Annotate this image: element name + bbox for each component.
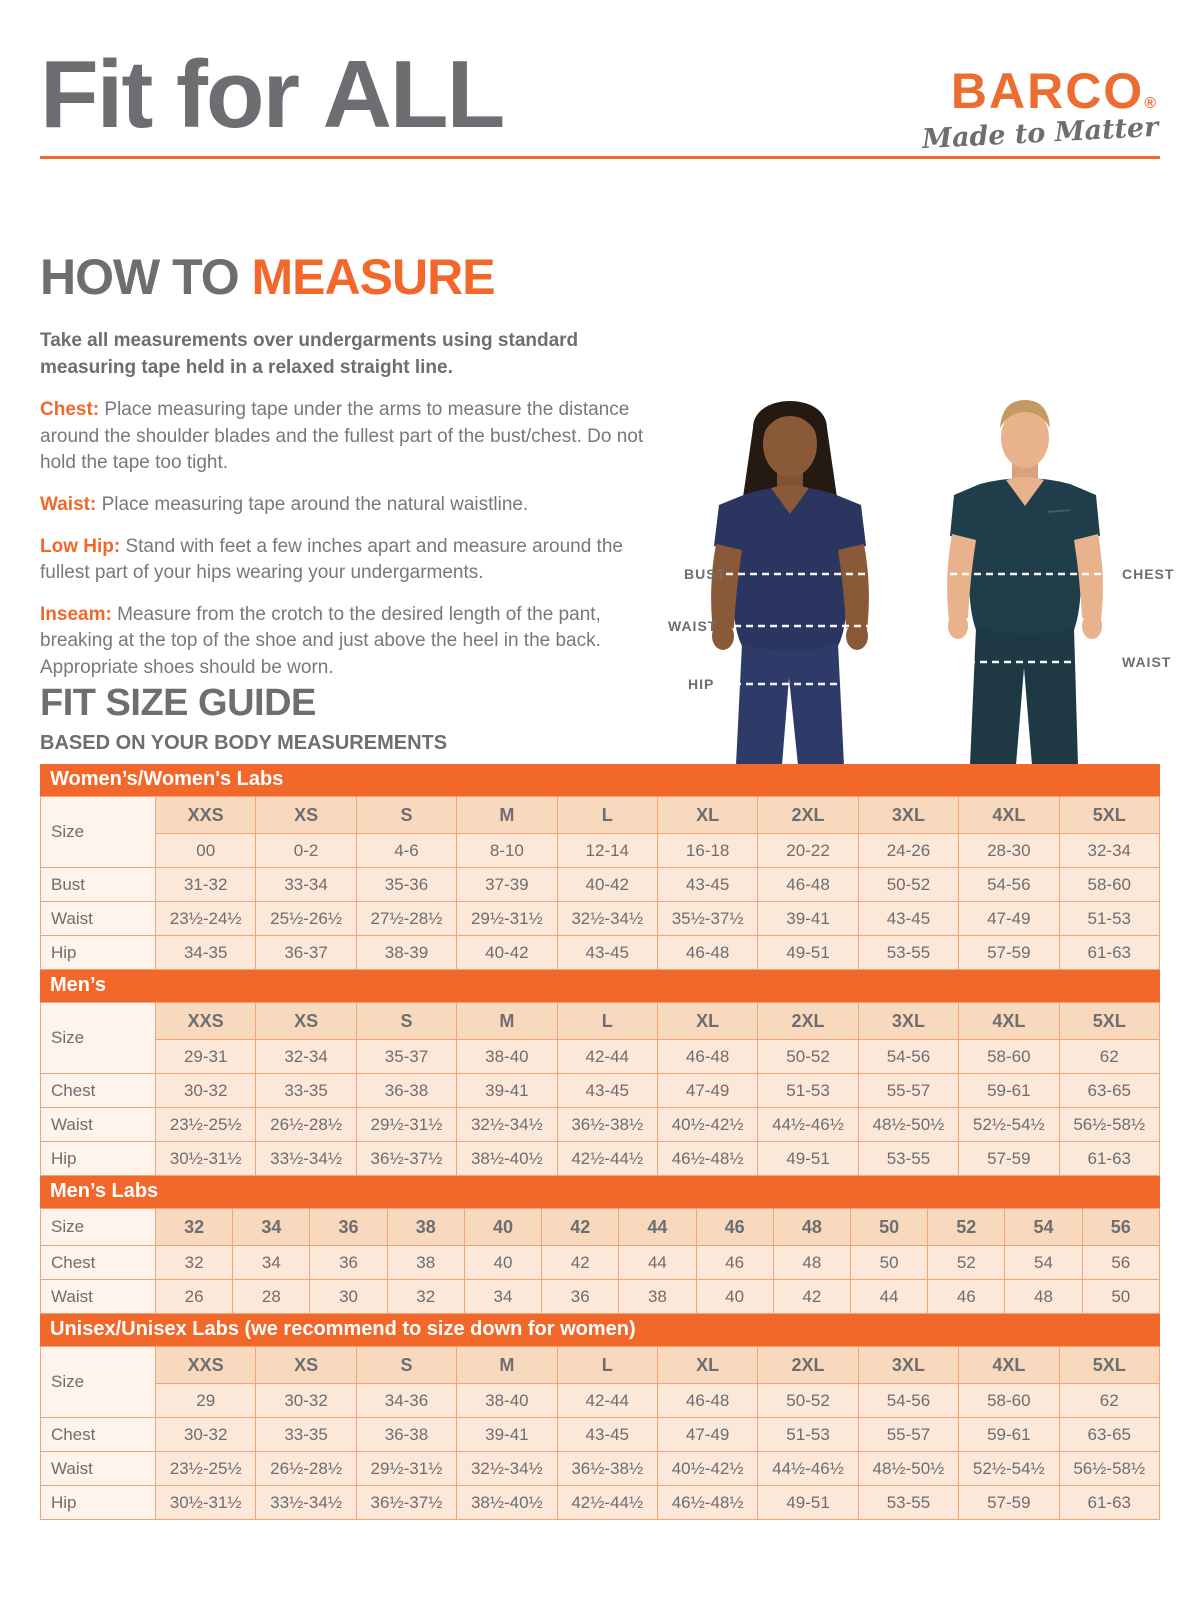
- table-cell: 40½-42½: [657, 1452, 757, 1486]
- table-cell: 50-52: [858, 868, 958, 902]
- table-cell: 52½-54½: [959, 1108, 1059, 1142]
- table-cell: 54: [1005, 1246, 1082, 1280]
- table-cell: 57-59: [959, 1142, 1059, 1176]
- table-cell: 44: [619, 1246, 696, 1280]
- table-cell: 38-40: [457, 1040, 557, 1074]
- measure-items: [40, 397, 652, 681]
- row-label-cell: Chest: [41, 1246, 156, 1280]
- size-label-cell: Size: [41, 797, 156, 868]
- table-cell: 46-48: [657, 1384, 757, 1418]
- table-cell: 12-14: [557, 834, 657, 868]
- row-label-cell: Hip: [41, 1142, 156, 1176]
- table-cell: 35½-37½: [657, 902, 757, 936]
- table-cell: 37-39: [457, 868, 557, 902]
- size-header-cell: 48: [773, 1209, 850, 1246]
- measure-item-label: Chest:: [40, 399, 100, 421]
- size-header-cell: M: [457, 1347, 557, 1384]
- table-cell: 34: [464, 1280, 541, 1314]
- size-header-cell: S: [356, 1347, 456, 1384]
- table-cell: 4-6: [356, 834, 456, 868]
- bust-label: BUST: [684, 566, 727, 582]
- table-cell: 32½-34½: [557, 902, 657, 936]
- row-label-cell: Hip: [41, 936, 156, 970]
- table-cell: 42: [542, 1246, 619, 1280]
- table-cell: 55-57: [858, 1418, 958, 1452]
- table-cell: 28-30: [959, 834, 1059, 868]
- page-title-bold: ALL: [322, 41, 504, 148]
- measure-item: Waist: Place measuring tape around the natural waistline.: [40, 493, 529, 515]
- table-cell: 62: [1059, 1384, 1159, 1418]
- table-cell: 39-41: [457, 1074, 557, 1108]
- size-tables: [40, 764, 1160, 1520]
- size-header-cell: XS: [256, 797, 356, 834]
- size-header-cell: 2XL: [758, 797, 858, 834]
- table-cell: 32½-34½: [457, 1108, 557, 1142]
- table-cell: 43-45: [557, 1074, 657, 1108]
- table-cell: 56½-58½: [1059, 1452, 1159, 1486]
- table-cell: 38: [387, 1246, 464, 1280]
- table-cell: 53-55: [858, 1486, 958, 1520]
- table-cell: 58-60: [959, 1384, 1059, 1418]
- table-cell: 50: [850, 1246, 927, 1280]
- size-range-row: [41, 1384, 1160, 1418]
- size-header-cell: 5XL: [1059, 1003, 1159, 1040]
- table-cell: 33-34: [256, 868, 356, 902]
- size-header-cell: 4XL: [959, 1003, 1059, 1040]
- header-divider: [40, 156, 1160, 159]
- size-header-cell: 54: [1005, 1209, 1082, 1246]
- size-label-cell: Size: [41, 1347, 156, 1418]
- barco-logo-tagline: Made to Matter: [920, 111, 1159, 156]
- table-cell: 43-45: [557, 936, 657, 970]
- waist-left-label: WAIST: [668, 618, 718, 634]
- size-header-cell: S: [356, 797, 456, 834]
- table-cell: 48: [1005, 1280, 1082, 1314]
- table-cell: 32: [387, 1280, 464, 1314]
- table-band-title: Women’s/Women's Labs: [40, 764, 1160, 796]
- table-cell: 23½-24½: [156, 902, 256, 936]
- waist-right-label: WAIST: [1122, 654, 1172, 670]
- table-cell: 38-40: [457, 1384, 557, 1418]
- how-to-measure-section: [40, 248, 652, 697]
- table-cell: 50-52: [758, 1384, 858, 1418]
- table-cell: 55-57: [858, 1074, 958, 1108]
- table-cell: 42½-44½: [557, 1486, 657, 1520]
- size-header-cell: XL: [657, 1347, 757, 1384]
- size-label-cell: Size: [41, 1003, 156, 1074]
- barco-logo: [920, 63, 1159, 156]
- table-cell: 32-34: [1059, 834, 1159, 868]
- measure-item-label: Inseam:: [40, 603, 112, 625]
- table-cell: 30: [310, 1280, 387, 1314]
- size-header-cell: 44: [619, 1209, 696, 1246]
- row-label-cell: Waist: [41, 1452, 156, 1486]
- page-title: [40, 42, 503, 148]
- measure-item: Chest: Place measuring tape under the arms to measure the distance around the shoulder blades and the fullest part of the bust/chest. Do not hold the tape too tight.: [40, 399, 644, 474]
- table-cell: 29: [156, 1384, 256, 1418]
- size-table-1: [40, 970, 1160, 1176]
- table-header-row: [41, 797, 1160, 834]
- size-header-cell: XXS: [156, 1003, 256, 1040]
- table-cell: 54-56: [858, 1384, 958, 1418]
- table-cell: 54-56: [858, 1040, 958, 1074]
- table-cell: 61-63: [1059, 1486, 1159, 1520]
- row-label-cell: Bust: [41, 868, 156, 902]
- table-cell: 33-35: [256, 1074, 356, 1108]
- size-header-cell: L: [557, 1347, 657, 1384]
- table-cell: 63-65: [1059, 1418, 1159, 1452]
- fit-size-guide-subtitle: BASED ON YOUR BODY MEASUREMENTS: [40, 732, 448, 754]
- size-header-cell: XXS: [156, 1347, 256, 1384]
- table-cell: 42-44: [557, 1040, 657, 1074]
- size-range-row: [41, 834, 1160, 868]
- size-header-cell: 4XL: [959, 797, 1059, 834]
- table-cell: 52: [928, 1246, 1005, 1280]
- table-cell: 26: [156, 1280, 233, 1314]
- table-cell: 46½-48½: [657, 1486, 757, 1520]
- table-cell: 24-26: [858, 834, 958, 868]
- table-cell: 29½-31½: [356, 1452, 456, 1486]
- table-cell: 44: [850, 1280, 927, 1314]
- table-cell: 49-51: [758, 936, 858, 970]
- how-to-measure-title: [40, 248, 652, 306]
- size-header-cell: XS: [256, 1003, 356, 1040]
- row-label-cell: Hip: [41, 1486, 156, 1520]
- page-title-regular: Fit for: [40, 41, 323, 148]
- size-header-cell: 2XL: [758, 1347, 858, 1384]
- table-cell: 30-32: [256, 1384, 356, 1418]
- table-cell: 28: [233, 1280, 310, 1314]
- table-row: [41, 902, 1160, 936]
- size-header-cell: 56: [1082, 1209, 1159, 1246]
- table-cell: 51-53: [758, 1074, 858, 1108]
- table-cell: 62: [1059, 1040, 1159, 1074]
- size-header-cell: 40: [464, 1209, 541, 1246]
- size-header-cell: 4XL: [959, 1347, 1059, 1384]
- table-cell: 23½-25½: [156, 1452, 256, 1486]
- table-cell: 51-53: [1059, 902, 1159, 936]
- table-cell: 0-2: [256, 834, 356, 868]
- table-cell: 38½-40½: [457, 1142, 557, 1176]
- size-label-cell: Size: [41, 1209, 156, 1246]
- size-table-0: [40, 764, 1160, 970]
- table-cell: 46: [928, 1280, 1005, 1314]
- table-cell: 58-60: [959, 1040, 1059, 1074]
- table-cell: 34-35: [156, 936, 256, 970]
- table-cell: 32: [156, 1246, 233, 1280]
- table-cell: 34-36: [356, 1384, 456, 1418]
- row-label-cell: Waist: [41, 902, 156, 936]
- row-label-cell: Chest: [41, 1418, 156, 1452]
- size-header-cell: 2XL: [758, 1003, 858, 1040]
- table-cell: 30-32: [156, 1074, 256, 1108]
- table-cell: 32-34: [256, 1040, 356, 1074]
- table-cell: 40-42: [457, 936, 557, 970]
- table-cell: 31-32: [156, 868, 256, 902]
- size-header-cell: 5XL: [1059, 1347, 1159, 1384]
- table-cell: 40: [464, 1246, 541, 1280]
- table-cell: 51-53: [758, 1418, 858, 1452]
- table-cell: 39-41: [457, 1418, 557, 1452]
- table-cell: 43-45: [657, 868, 757, 902]
- table-cell: 29½-31½: [356, 1108, 456, 1142]
- table-cell: 56½-58½: [1059, 1108, 1159, 1142]
- table-cell: 47-49: [657, 1418, 757, 1452]
- table-cell: 34: [233, 1246, 310, 1280]
- size-header-cell: 3XL: [858, 1003, 958, 1040]
- table-cell: 36: [542, 1280, 619, 1314]
- measure-item: Inseam: Measure from the crotch to the desired length of the pant, breaking at the top of the shoe and just above the heel in the back. Appropriate shoes should be worn.: [40, 603, 601, 678]
- table-row: [41, 1246, 1160, 1280]
- table-cell: 58-60: [1059, 868, 1159, 902]
- table-row: [41, 936, 1160, 970]
- table-cell: 36-38: [356, 1074, 456, 1108]
- table-cell: 42½-44½: [557, 1142, 657, 1176]
- size-header-cell: 3XL: [858, 797, 958, 834]
- table-cell: 36: [310, 1246, 387, 1280]
- fit-size-guide-title: FIT SIZE GUIDE: [40, 682, 316, 724]
- table-header-row: [41, 1347, 1160, 1384]
- table-cell: 47-49: [959, 902, 1059, 936]
- fit-size-guide-section: [40, 682, 1160, 1520]
- table-cell: 57-59: [959, 936, 1059, 970]
- size-header-cell: XL: [657, 1003, 757, 1040]
- table-cell: 44½-46½: [758, 1452, 858, 1486]
- table-cell: 61-63: [1059, 1142, 1159, 1176]
- table-cell: 33½-34½: [256, 1486, 356, 1520]
- table-row: [41, 1452, 1160, 1486]
- table-band-title: Men’s Labs: [40, 1176, 1160, 1208]
- size-header-cell: L: [557, 797, 657, 834]
- size-header-cell: 50: [850, 1209, 927, 1246]
- table-row: [41, 1142, 1160, 1176]
- measure-item-label: Low Hip:: [40, 535, 121, 557]
- table-cell: 52½-54½: [959, 1452, 1059, 1486]
- how-to-measure-title-gray: HOW TO: [40, 249, 252, 305]
- table-cell: 61-63: [1059, 936, 1159, 970]
- measure-item: Low Hip: Stand with feet a few inches apart and measure around the fullest part of your hips wearing your undergarments.: [40, 535, 623, 584]
- table-cell: 43-45: [858, 902, 958, 936]
- table-cell: 8-10: [457, 834, 557, 868]
- table-cell: 40-42: [557, 868, 657, 902]
- table-cell: 49-51: [758, 1486, 858, 1520]
- table-cell: 53-55: [858, 936, 958, 970]
- row-label-cell: Waist: [41, 1280, 156, 1314]
- table-cell: 43-45: [557, 1418, 657, 1452]
- table-cell: 27½-28½: [356, 902, 456, 936]
- size-table-2: [40, 1176, 1160, 1314]
- size-table-3: [40, 1314, 1160, 1520]
- table-cell: 33½-34½: [256, 1142, 356, 1176]
- table-cell: 00: [156, 834, 256, 868]
- size-header-cell: M: [457, 797, 557, 834]
- table-cell: 54-56: [959, 868, 1059, 902]
- table-row: [41, 1418, 1160, 1452]
- table-cell: 33-35: [256, 1418, 356, 1452]
- table-cell: 40½-42½: [657, 1108, 757, 1142]
- measure-intro: Take all measurements over undergarments using standard measuring tape held in a relaxed straight line.: [40, 330, 579, 378]
- table-row: [41, 1280, 1160, 1314]
- table-cell: 38½-40½: [457, 1486, 557, 1520]
- how-to-measure-title-orange: MEASURE: [251, 249, 495, 305]
- table-cell: 48: [773, 1246, 850, 1280]
- table-cell: 59-61: [959, 1418, 1059, 1452]
- table-cell: 46-48: [657, 936, 757, 970]
- table-cell: 23½-25½: [156, 1108, 256, 1142]
- table-cell: 30½-31½: [156, 1486, 256, 1520]
- table-cell: 36½-37½: [356, 1486, 456, 1520]
- table-band-title: Men’s: [40, 970, 1160, 1002]
- size-header-cell: 5XL: [1059, 797, 1159, 834]
- table-cell: 36-38: [356, 1418, 456, 1452]
- table-cell: 47-49: [657, 1074, 757, 1108]
- table-cell: 40: [696, 1280, 773, 1314]
- size-header-cell: 36: [310, 1209, 387, 1246]
- hip-label: HIP: [688, 676, 715, 692]
- table-cell: 46: [696, 1246, 773, 1280]
- barco-logo-text: BARCO: [950, 63, 1145, 119]
- table-cell: 30½-31½: [156, 1142, 256, 1176]
- table-cell: 30-32: [156, 1418, 256, 1452]
- table-cell: 29-31: [156, 1040, 256, 1074]
- table-header-row: [41, 1003, 1160, 1040]
- row-label-cell: Waist: [41, 1108, 156, 1142]
- measure-item-label: Waist:: [40, 493, 97, 515]
- table-cell: 49-51: [758, 1142, 858, 1176]
- barco-logo-wordmark: [922, 63, 1158, 119]
- size-header-cell: XL: [657, 797, 757, 834]
- table-cell: 53-55: [858, 1142, 958, 1176]
- table-cell: 56: [1082, 1246, 1159, 1280]
- table-cell: 57-59: [959, 1486, 1059, 1520]
- table-cell: 50: [1082, 1280, 1159, 1314]
- table-cell: 46-48: [758, 868, 858, 902]
- table-cell: 38-39: [356, 936, 456, 970]
- table-cell: 48½-50½: [858, 1452, 958, 1486]
- table-cell: 29½-31½: [457, 902, 557, 936]
- size-header-cell: 3XL: [858, 1347, 958, 1384]
- table-cell: 36½-38½: [557, 1108, 657, 1142]
- size-header-cell: 38: [387, 1209, 464, 1246]
- table-cell: 42: [773, 1280, 850, 1314]
- table-cell: 35-37: [356, 1040, 456, 1074]
- table-cell: 39-41: [758, 902, 858, 936]
- registered-trademark-icon: ®: [1144, 95, 1158, 112]
- table-band-title: Unisex/Unisex Labs (we recommend to size down for women): [40, 1314, 1160, 1346]
- table-cell: 35-36: [356, 868, 456, 902]
- table-row: [41, 868, 1160, 902]
- table-cell: 26½-28½: [256, 1452, 356, 1486]
- table-cell: 32½-34½: [457, 1452, 557, 1486]
- table-cell: 46-48: [657, 1040, 757, 1074]
- row-label-cell: Chest: [41, 1074, 156, 1108]
- size-header-cell: 52: [928, 1209, 1005, 1246]
- table-row: [41, 1486, 1160, 1520]
- table-row: [41, 1108, 1160, 1142]
- table-cell: 25½-26½: [256, 902, 356, 936]
- size-header-cell: S: [356, 1003, 456, 1040]
- table-cell: 63-65: [1059, 1074, 1159, 1108]
- table-cell: 38: [619, 1280, 696, 1314]
- table-cell: 46½-48½: [657, 1142, 757, 1176]
- chest-label: CHEST: [1122, 566, 1175, 582]
- size-header-cell: L: [557, 1003, 657, 1040]
- size-header-cell: 34: [233, 1209, 310, 1246]
- table-header-row: [41, 1209, 1160, 1246]
- table-cell: 36½-38½: [557, 1452, 657, 1486]
- table-cell: 50-52: [758, 1040, 858, 1074]
- size-header-cell: 32: [156, 1209, 233, 1246]
- table-row: [41, 1074, 1160, 1108]
- table-cell: 59-61: [959, 1074, 1059, 1108]
- size-header-cell: XS: [256, 1347, 356, 1384]
- size-header-cell: M: [457, 1003, 557, 1040]
- table-cell: 36½-37½: [356, 1142, 456, 1176]
- table-cell: 44½-46½: [758, 1108, 858, 1142]
- table-cell: 26½-28½: [256, 1108, 356, 1142]
- table-cell: 36-37: [256, 936, 356, 970]
- size-header-cell: XXS: [156, 797, 256, 834]
- table-cell: 42-44: [557, 1384, 657, 1418]
- size-header-cell: 46: [696, 1209, 773, 1246]
- table-cell: 16-18: [657, 834, 757, 868]
- table-cell: 20-22: [758, 834, 858, 868]
- table-cell: 48½-50½: [858, 1108, 958, 1142]
- size-header-cell: 42: [542, 1209, 619, 1246]
- size-range-row: [41, 1040, 1160, 1074]
